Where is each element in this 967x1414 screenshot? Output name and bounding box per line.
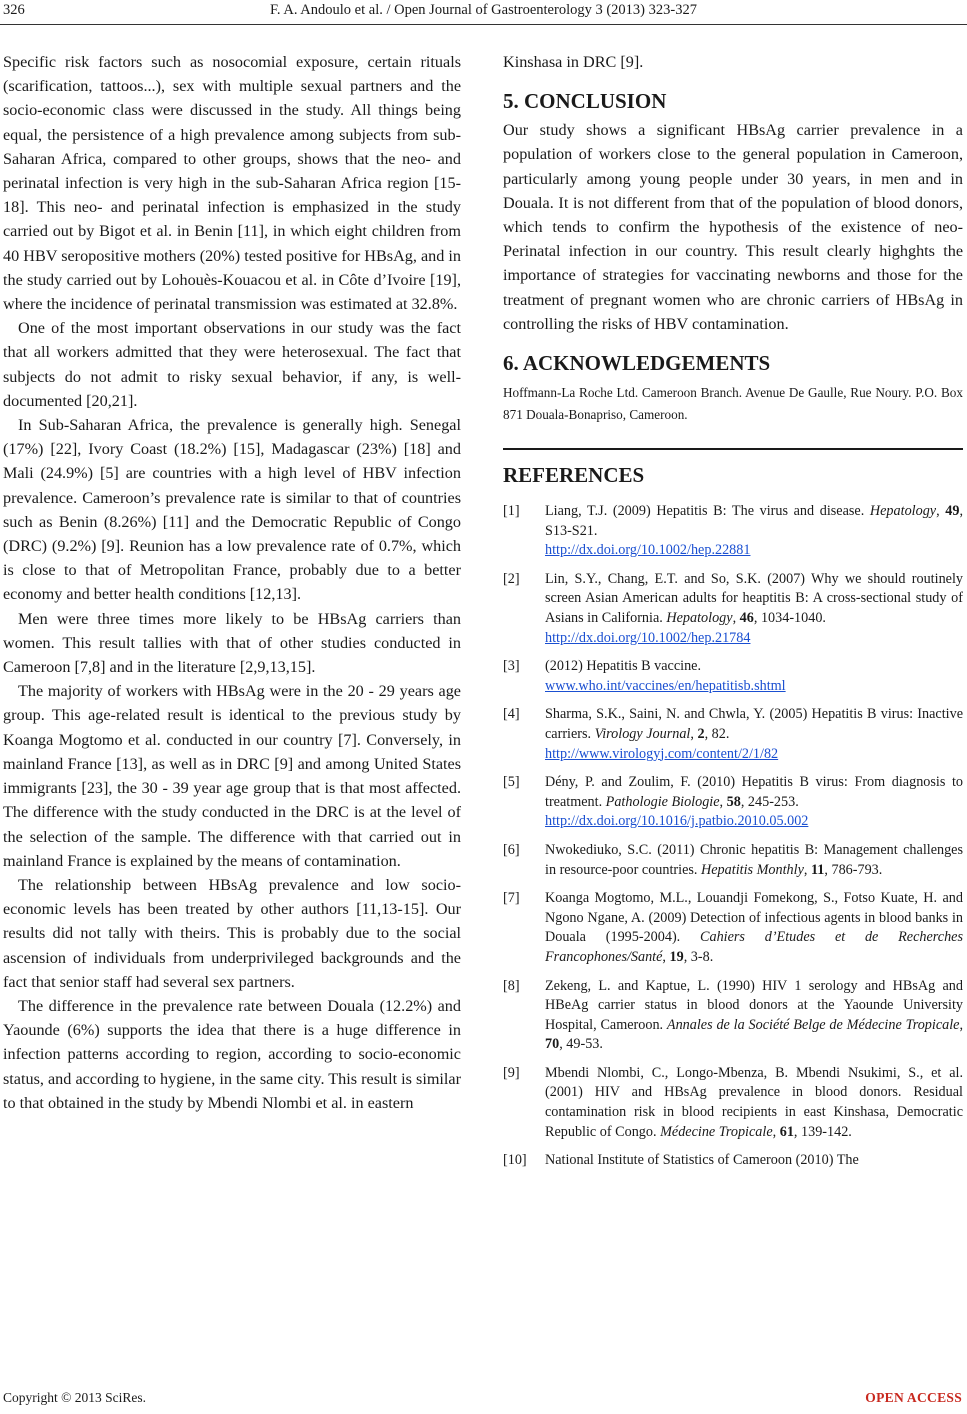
reference-text: Zekeng, L. and Kaptue, L. (1990) HIV 1 serology and HBsAg and HBeAg carrier status in blood donors at the Yaounde University Hospital, Cameroon.: [545, 977, 963, 1033]
reference-item: [2] Lin, S.Y., Chang, E.T. and So, S.K. (2007) Why we should routinely screen Asian American adults for heaptitis B: A cross-sectional study of Asians in California. Hepatology, 46, 1034-1040. http://dx.doi.org/10.1002/hep.21784: [503, 570, 963, 648]
body-paragraph: The difference in the prevalence rate between Douala (12.2%) and Yaounde (6%) supports the idea that there is a huge difference in infection patterns according to region, according to socio-economic status, and according to hygiene, in the same city. This result is similar to that obtained in the study by Mbendi Nlombi et al. in eastern: [3, 996, 461, 1112]
reference-number: [9]: [503, 1064, 520, 1081]
reference-item: [5] Dény, P. and Zoulim, F. (2010) Hepatitis B virus: From diagnosis to treatment. Pathologie Biologie, 58, 245-253. http://dx.doi.org/10.1016/j.patbio.2010.05.002: [503, 773, 963, 832]
body-paragraph: Men were three times more likely to be HBsAg carriers than women. This result tallies with that of other studies conducted in Cameroon [7,8] and in the literature [2,9,13,15].: [3, 609, 461, 677]
reference-pages: , S13-S21.: [545, 503, 964, 539]
body-paragraph: The majority of workers with HBsAg were in the 20 - 29 years age group. This age-related result is identical to the previous study by Koanga Mogtomo et al. conducted in our country [7]. Conversely, in mainland France [13], as well as in DRC [9] and among United States immigrants [23], the 30 - 39 year age group that is that most affected. The difference with the study conducted in the DRC is at the level of the selection of the sample. The difference with that carried out in mainland France is explained by the means of contamination.: [3, 682, 461, 870]
reference-text: Sharma, S.K., Saini, N. and Chwla, Y. (2005) Hepatitis B virus: Inactive carriers.: [545, 706, 963, 742]
header-rule: [0, 24, 967, 25]
reference-pages: , 1034-1040.: [753, 610, 826, 626]
reference-pages: , 139-142.: [793, 1123, 852, 1140]
reference-volume: 49: [945, 503, 960, 520]
reference-number: [4]: [503, 706, 520, 723]
reference-item: [6] Nwokediuko, S.C. (2011) Chronic hepatitis B: Management challenges in resource-poor countries. Hepatitis Monthly, 11, 786-793.: [503, 841, 963, 878]
copyright-notice: Copyright © 2013 SciRes.: [3, 1390, 147, 1405]
reference-number: [10]: [503, 1152, 527, 1169]
reference-number: [6]: [503, 841, 520, 858]
reference-journal: Virology Journal: [594, 725, 691, 742]
open-access-label: OPEN ACCESS: [865, 1390, 962, 1405]
reference-text: Lin, S.Y., Chang, E.T. and So, S.K. (2007) Why we should routinely screen Asian American adults for heaptitis B: A cross-sectional study of Asians in California.: [545, 570, 963, 626]
page-header: [0, 0, 967, 38]
body-paragraph: One of the most important observations in our study was the fact that all workers admitted that they were heterosexual. The fact that subjects do not admit to risky sexual behavior, if any, is well-documented [20,21].: [3, 319, 461, 410]
conclusion-heading: 5. CONCLUSION: [503, 89, 667, 114]
references-list: [503, 502, 963, 1171]
reference-text: Dény, P. and Zoulim, F. (2010) Hepatitis B virus: From diagnosis to treatment.: [545, 774, 963, 810]
page-number: 326: [3, 2, 25, 18]
reference-text: Koanga Mogtomo, M.L., Louandji Fomekong, S., Fotso Kuate, H. and Ngono Ngane, A. (2009) Detection of infectious agents in blood banks in Douala (1995-2004).: [545, 890, 963, 946]
reference-journal: Annales de la Société Belge de Médecine Tropicale: [666, 1016, 960, 1033]
reference-item: [9] Mbendi Nlombi, C., Longo-Mbenza, B. Mbendi Nsukimi, S., et al. (2001) HIV and HBsAg prevalence in blood donors. Residual contamination risk in blood recipients in east Kinshasa, Democratic Republic of Congo. Médecine Tropicale, 61, 139-142.: [503, 1064, 963, 1140]
reference-pages: , 245-253.: [740, 793, 799, 810]
page-footer: [0, 1390, 967, 1410]
right-column: [503, 50, 963, 1180]
reference-text: (2012) Hepatitis B vaccine.: [545, 658, 702, 675]
reference-volume: 2: [697, 725, 705, 742]
reference-number: [2]: [503, 570, 520, 587]
reference-item: [8] Zekeng, L. and Kaptue, L. (1990) HIV 1 serology and HBsAg and HBeAg carrier status in blood donors at the Yaounde University Hospital, Cameroon. Annales de la Société Belge de Médecine Tropicale, 70, 49-53.: [503, 977, 963, 1053]
reference-item: [503, 1151, 963, 1171]
left-column: [3, 50, 461, 1115]
body-paragraph: The relationship between HBsAg prevalence and low socio-economic levels has been treated by other authors [11,13-15]. Our results did not tally with theirs. This is probably due to the social ascension of individuals from underprivileged backgrounds and the fact that senior staff had several sex partners.: [3, 875, 461, 991]
acknowledgements-text: Hoffmann-La Roche Ltd. Cameroon Branch. Avenue De Gaulle, Rue Noury. P.O. Box 871 Douala-Bonapriso, Cameroon.: [503, 385, 963, 423]
reference-journal: Hepatitis Monthly: [701, 861, 804, 878]
reference-journal: Hepatology: [869, 503, 937, 520]
reference-link[interactable]: http://dx.doi.org/10.1016/j.patbio.2010.05.002: [545, 813, 809, 830]
conclusion-paragraph: Our study shows a significant HBsAg carrier prevalence in a population of workers close to the general population in Cameroon, particularly among young people under 30 years, in men and in Douala. It is not different from that of the population of blood donors, which tends to confirm the hypothesis of the existence of neo-Perinatal infection in our country. This result clearly highghts the importance of strategies for vaccinating newborns and those for the treatment of pregnant women who are chronic carriers of HBsAg in controlling the risks of HBV contamination.: [503, 121, 963, 333]
body-paragraph: In Sub-Saharan Africa, the prevalence is generally high. Senegal (17%) [22], Ivory Coast (18.2%) [15], Madagascar (23%) [18] and Mali (24.9%) [5] are countries with a high level of HBV infection prevalence. Cameroon’s prevalence rate is similar to that of countries such as Benin (8.26%) [11] and the Democratic Republic of Congo (DRC) (9.2%) [9]. Reunion has a low prevalence rate of 0.7%, which is close to that of Metropolitan France, probably due to a better economy and better health conditions [12,13].: [3, 416, 461, 604]
reference-pages: , 49-53.: [559, 1036, 603, 1053]
reference-number: [5]: [503, 774, 520, 791]
acknowledgements-heading: 6. ACKNOWLEDGEMENTS: [503, 351, 771, 376]
body-paragraph: Specific risk factors such as nosocomial exposure, certain rituals (scarification, tattoos...), sex with multiple sexual partners and the socio-economic class were discussed in the study. All things being equal, the persistence of a high prevalence among subjects from sub-Saharan Africa, compared to other groups, shows that the neo- and perinatal infection is very high in the sub-Saharan Africa region [15-18]. This neo- and perinatal infection is emphasized in the study carried out by Bigot et al. in Benin [11], in which eight children from 40 HBV seropositive mothers (20%) tested positive for HBsAg, and in the study carried out by Lohouès-Kouacou et al. in Côte d’Ivoire [19], where the incidence of perinatal transmission was estimated at 32.8%.: [3, 53, 461, 314]
reference-text: National Institute of Statistics of Cameroon (2010) The: [545, 1152, 859, 1169]
references-rule: [503, 448, 963, 450]
reference-item: [4] Sharma, S.K., Saini, N. and Chwla, Y. (2005) Hepatitis B virus: Inactive carriers. Virology Journal, 2, 82. http://www.virologyj.com/content/2/1/82: [503, 705, 963, 764]
reference-link[interactable]: www.who.int/vaccines/en/hepatitisb.shtml: [545, 677, 786, 694]
reference-number: [3]: [503, 658, 520, 675]
reference-volume: 19: [669, 948, 684, 965]
reference-volume: 61: [779, 1123, 794, 1140]
reference-item: [7] Koanga Mogtomo, M.L., Louandji Fomekong, S., Fotso Kuate, H. and Ngono Ngane, A. (2009) Detection of infectious agents in blood banks in Douala (1995-2004). Cahiers d’Etudes et de Recherches Francophones/Santé, 19, 3-8.: [503, 890, 963, 965]
references-heading: REFERENCES: [503, 463, 645, 488]
reference-text: Liang, T.J. (2009) Hepatitis B: The virus and disease.: [545, 503, 870, 520]
reference-pages: , 786-793.: [824, 861, 883, 878]
reference-link[interactable]: http://www.virologyj.com/content/2/1/82: [545, 745, 779, 762]
reference-volume: 70: [545, 1036, 560, 1053]
reference-number: [7]: [503, 890, 520, 907]
reference-item: [1] Liang, T.J. (2009) Hepatitis B: The virus and disease. Hepatology, 49, S13-S21. http://dx.doi.org/10.1002/hep.22881: [503, 502, 963, 561]
reference-journal: Cahiers d’Etudes et de Recherches Francophones/Santé: [545, 929, 963, 965]
reference-link[interactable]: http://dx.doi.org/10.1002/hep.21784: [545, 629, 751, 646]
reference-item: [503, 657, 963, 696]
reference-link[interactable]: http://dx.doi.org/10.1002/hep.22881: [545, 542, 751, 559]
reference-text: Nwokediuko, S.C. (2011) Chronic hepatitis B: Management challenges in resource-poor countries.: [545, 841, 963, 878]
reference-pages: , 3-8.: [683, 948, 714, 965]
reference-journal: Hepatology: [666, 610, 733, 626]
reference-journal: Médecine Tropicale: [660, 1123, 773, 1140]
running-head: F. A. Andoulo et al. / Open Journal of Gastroenterology 3 (2013) 323-327: [270, 2, 697, 18]
reference-journal: Pathologie Biologie: [605, 793, 720, 810]
reference-volume: 58: [726, 793, 741, 810]
reference-pages: , 82.: [704, 725, 730, 742]
reference-text: Mbendi Nlombi, C., Longo-Mbenza, B. Mbendi Nsukimi, S., et al. (2001) HIV and HBsAg prevalence in blood donors. Residual contamination risk in blood recipients in east Kinshasa, Democratic Republic of Congo.: [545, 1064, 963, 1140]
reference-number: [1]: [503, 503, 520, 520]
body-paragraph-continuation: Kinshasa in DRC [9].: [503, 53, 644, 71]
reference-number: [8]: [503, 977, 520, 994]
reference-volume: 11: [810, 861, 825, 878]
reference-volume: 46: [739, 610, 754, 626]
